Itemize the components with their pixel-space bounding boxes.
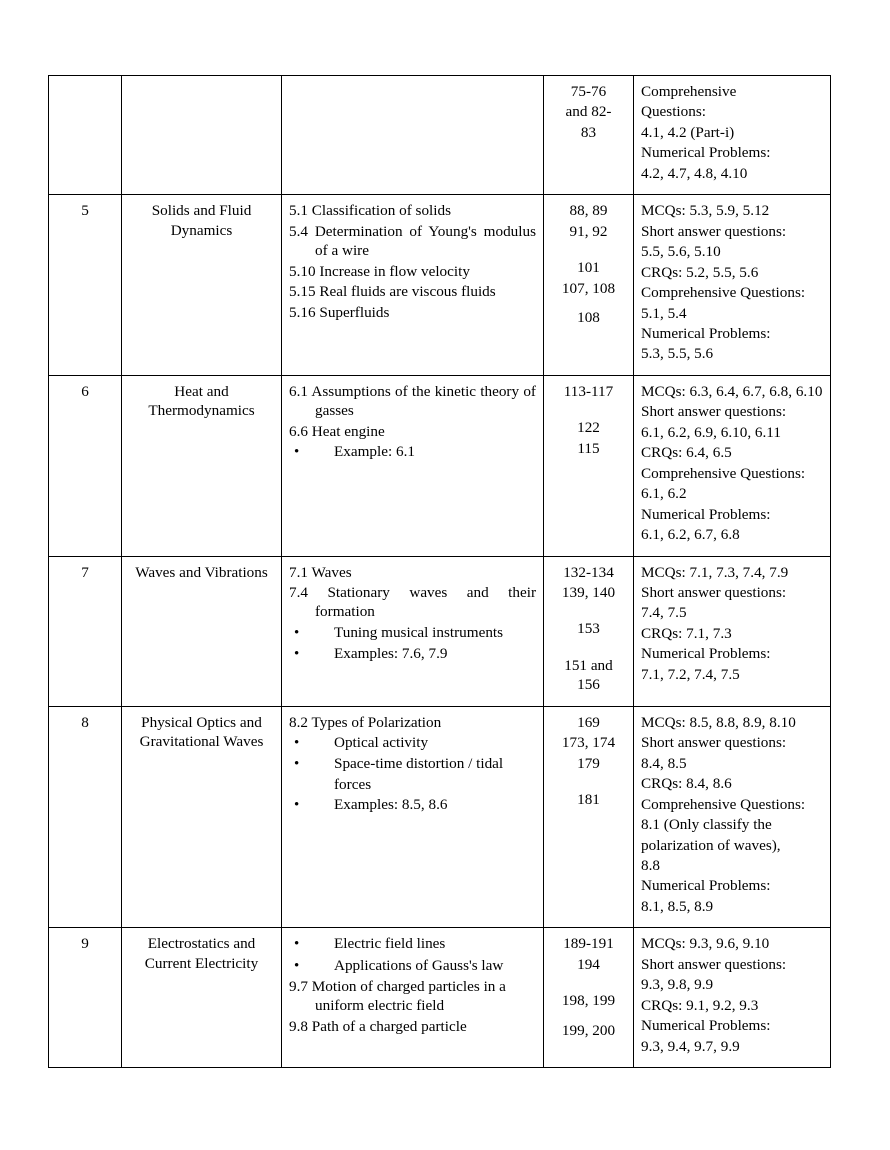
page-ref: 181 [577, 791, 600, 809]
topic-bullet: • Examples: 8.5, 8.6 [289, 795, 536, 815]
page-ref: and 82- [565, 103, 612, 121]
topics-list [289, 713, 536, 815]
row-pages-cell [544, 375, 634, 556]
page-ref: 169 [577, 713, 600, 731]
page-ref: 179 [577, 754, 600, 772]
topics-list [289, 563, 536, 665]
row-exercise-cell: Comprehensive Questions: 4.1, 4.2 (Part-i) Numerical Problems: 4.2, 4.7, 4.8, 4.10 [634, 76, 831, 195]
page-ref: 199, 200 [561, 1021, 616, 1039]
topic-item: 5.10 Increase in flow velocity [289, 262, 470, 280]
page-ref: 151 and 156 [564, 656, 613, 694]
topic-item: 5.1 Classification of solids [289, 202, 451, 220]
row-exercise-cell: MCQs: 8.5, 8.8, 8.9, 8.10 Short answer questions: 8.4, 8.5 CRQs: 8.4, 8.6 Comprehensive Questions: 8.1 (Only classify the polarization of waves), 8.8 Numerical Problems: 8.1, 8.5, 8.9 [634, 706, 831, 928]
topic-item: 5.15 Real fluids are viscous fluids [289, 283, 496, 301]
page-ref: 139, 140 [561, 583, 616, 601]
topic-bullet: • Examples: 7.6, 7.9 [289, 644, 536, 664]
row-pages-cell [544, 556, 634, 706]
page-ref: 194 [577, 955, 600, 973]
topic-item: 5.16 Superfluids [289, 303, 390, 321]
row-pages-cell [544, 928, 634, 1068]
row-topics-cell [282, 375, 544, 556]
page-ref: 189-191 [563, 935, 614, 953]
row-exercise-cell: MCQs: 7.1, 7.3, 7.4, 7.9 Short answer questions: 7.4, 7.5 CRQs: 7.1, 7.3 Numerical Problems: 7.1, 7.2, 7.4, 7.5 [634, 556, 831, 706]
row-number-cell: 5 [49, 195, 122, 376]
topic-item: 6.6 Heat engine [289, 422, 385, 440]
row-topics-cell [282, 76, 544, 195]
topic-item: 6.1 Assumptions of the kinetic theory of gasses [289, 382, 536, 420]
row-number-cell: 8 [49, 706, 122, 928]
row-topics-cell [282, 706, 544, 928]
row-pages-cell [544, 195, 634, 376]
table-row [49, 706, 831, 928]
topic-bullet: • Example: 6.1 [289, 442, 536, 462]
table-row [49, 76, 831, 195]
page-ref: 88, 89 [569, 202, 608, 220]
row-number-cell [49, 76, 122, 195]
topic-bullet: • Tuning musical instruments [289, 623, 536, 643]
table-row [49, 556, 831, 706]
topic-item: 9.8 Path of a charged particle [289, 1017, 467, 1035]
topic-item: 7.1 Waves [289, 563, 352, 581]
row-unit-cell: Electrostatics and Current Electricity [122, 928, 282, 1068]
syllabus-table [48, 75, 831, 1068]
topic-item: 7.4 Stationary waves and their formation [289, 583, 536, 621]
topics-list [289, 934, 536, 1036]
table-row [49, 195, 831, 376]
row-unit-cell: Solids and Fluid Dynamics [122, 195, 282, 376]
row-topics-cell [282, 195, 544, 376]
page-ref: 107, 108 [561, 279, 616, 297]
row-number-cell: 7 [49, 556, 122, 706]
page-ref: 132-134 [563, 563, 614, 581]
page-ref: 122 [577, 419, 600, 437]
topics-list [289, 201, 536, 322]
row-unit-cell: Physical Optics and Gravitational Waves [122, 706, 282, 928]
row-topics-cell [282, 556, 544, 706]
row-exercise-cell: MCQs: 9.3, 9.6, 9.10 Short answer questions: 9.3, 9.8, 9.9 CRQs: 9.1, 9.2, 9.3 Numerical Problems: 9.3, 9.4, 9.7, 9.9 [634, 928, 831, 1068]
topics-list [289, 382, 536, 463]
topic-bullet: • Applications of Gauss's law [289, 956, 536, 976]
page-ref: 198, 199 [561, 992, 616, 1010]
page-ref: 113-117 [563, 382, 614, 400]
page-ref: 75-76 [570, 83, 607, 100]
page-ref: 153 [577, 620, 600, 638]
row-unit-cell: Waves and Vibrations [122, 556, 282, 706]
row-pages-cell [544, 76, 634, 195]
row-exercise-cell: MCQs: 6.3, 6.4, 6.7, 6.8, 6.10 Short answer questions: 6.1, 6.2, 6.9, 6.10, 6.11 CRQs: 6.4, 6.5 Comprehensive Questions: 6.1, 6.2 Numerical Problems: 6.1, 6.2, 6.7, 6.8 [634, 375, 831, 556]
row-number-cell: 6 [49, 375, 122, 556]
topic-item: 5.4 Determination of Young's modulus of a wire [289, 222, 536, 260]
row-unit-cell: Heat and Thermodynamics [122, 375, 282, 556]
row-exercise-cell: MCQs: 5.3, 5.9, 5.12 Short answer questions: 5.5, 5.6, 5.10 CRQs: 5.2, 5.5, 5.6 Comprehensive Questions: 5.1, 5.4 Numerical Problems: 5.3, 5.5, 5.6 [634, 195, 831, 376]
row-number-cell: 9 [49, 928, 122, 1068]
table-row [49, 928, 831, 1068]
topic-bullet: • Space-time distortion / tidal forces [289, 754, 536, 794]
topic-item: 8.2 Types of Polarization [289, 713, 442, 731]
page-ref: 91, 92 [569, 222, 608, 240]
row-unit-cell [122, 76, 282, 195]
page-ref: 83 [580, 123, 597, 141]
row-topics-cell [282, 928, 544, 1068]
topic-bullet: • Optical activity [289, 733, 536, 753]
page-ref: 115 [577, 439, 600, 457]
topic-item: 9.7 Motion of charged particles in a uniform electric field [289, 977, 506, 1015]
page-ref: 108 [577, 309, 600, 327]
page-ref: 173, 174 [561, 734, 616, 752]
row-pages-cell [544, 706, 634, 928]
page-ref: 101 [577, 259, 600, 277]
table-row [49, 375, 831, 556]
topic-bullet: • Electric field lines [289, 934, 536, 954]
